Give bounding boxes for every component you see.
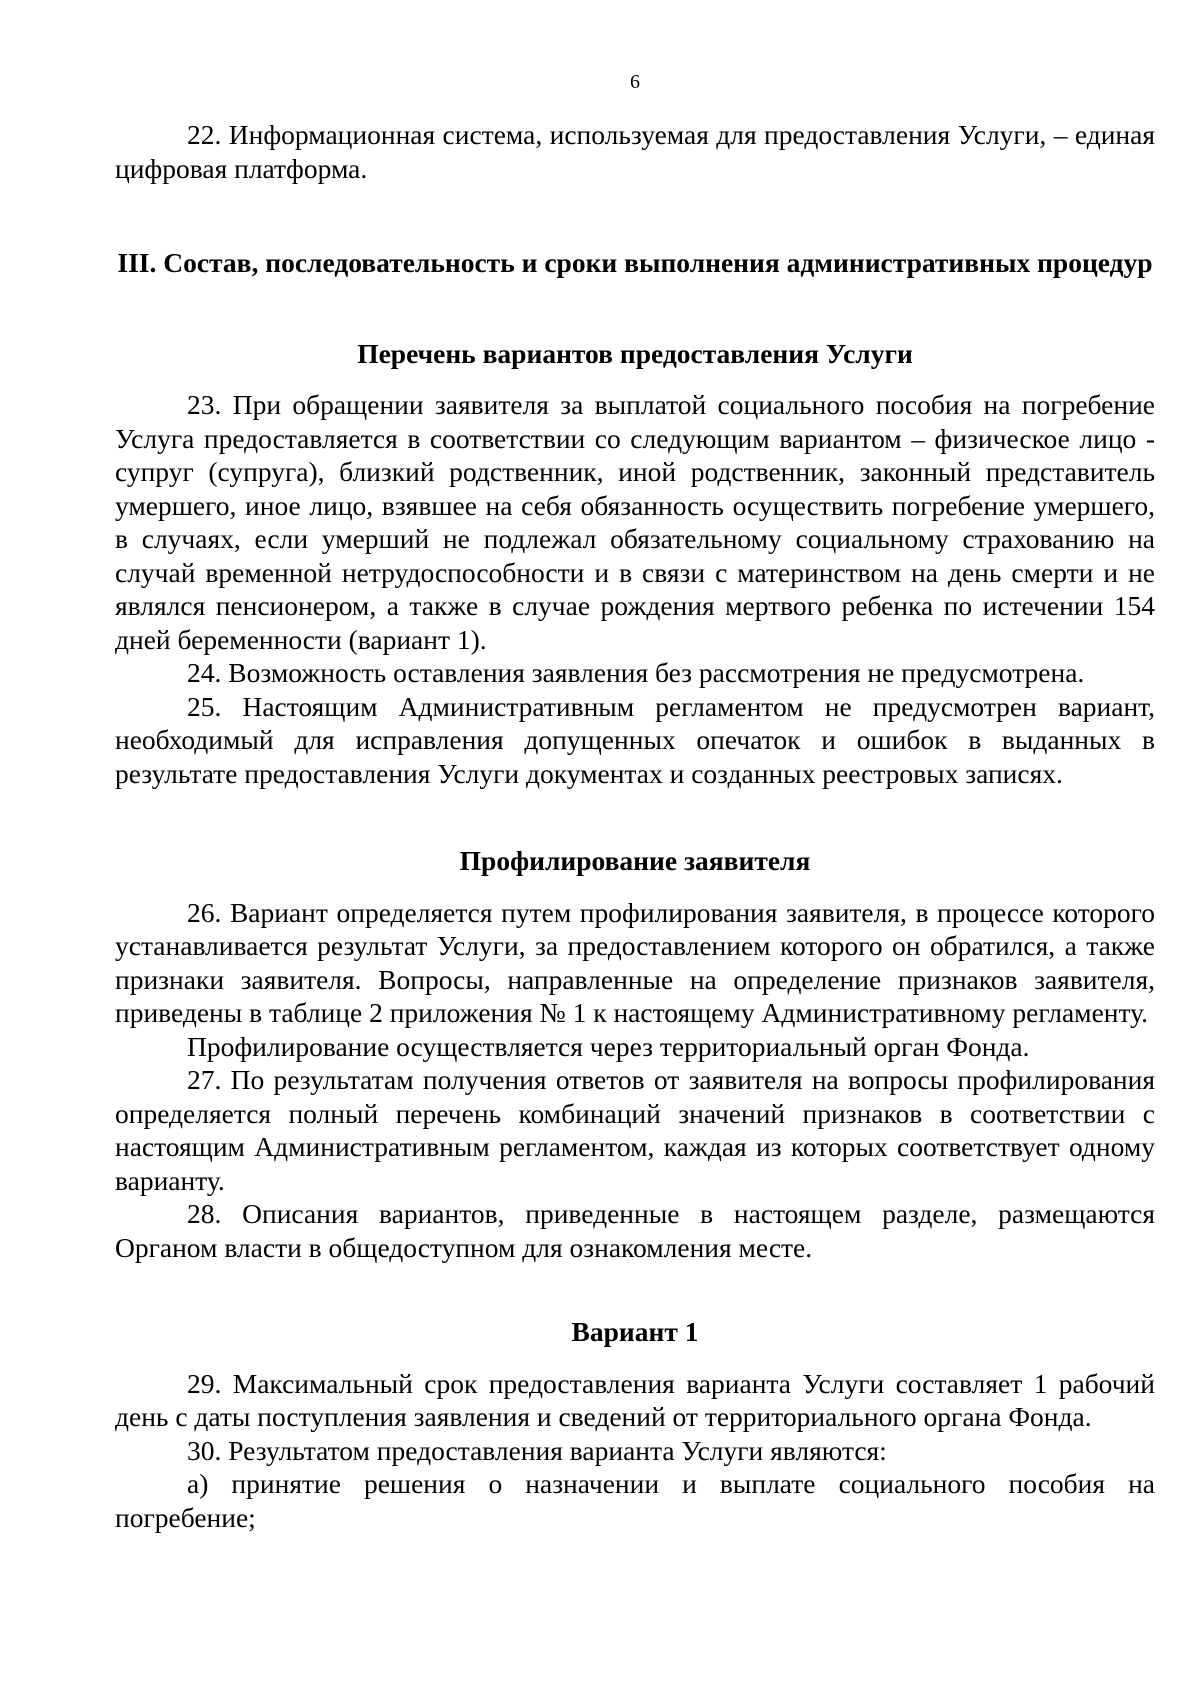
paragraph-25: 25. Настоящим Административным регламентом не предусмотрен вариант, необходимый для исправления допущенных опечаток и ошибок в выданных в результате предоставления Услуги документах и созданных реестровых записях. <box>115 690 1155 789</box>
paragraph-29: 29. Максимальный срок предоставления варианта Услуги составляет 1 рабочий день с даты поступления заявления и сведений от территориального органа Фонда. <box>115 1367 1155 1432</box>
paragraph-27: 27. По результатам получения ответов от заявителя на вопросы профилирования определяется полный перечень комбинаций значений признаков в соответствии с настоящим Административным регламентом, каждая из которых соответствует одному варианту. <box>115 1064 1155 1196</box>
heading-variants-list: Перечень вариантов предоставления Услуги <box>357 337 913 369</box>
section-title: III. Состав, последовательность и сроки выполнения административных процедур <box>117 247 1153 278</box>
paragraph-30-a: а) принятие решения о назначении и выплате социального пособия на погребение; <box>115 1468 1155 1533</box>
paragraph-23: 23. При обращении заявителя за выплатой социального пособия на погребение Услуга предоставляется в соответствии со следующим вариантом – физическое лицо - супруг (супруга), близкий родственник, иной родственник, законный представитель умершего, иное лицо, взявшее на себя обязанность осуществить погребение умершего, в случаях, если умерший не подлежал обязательному социальному страхованию на случай временной нетрудоспособности и в связи с материнством на день смерти и не являлся пенсионером, а также в случае рождения мертвого ребенка по истечении 154 дней беременности (вариант 1). <box>115 389 1155 655</box>
paragraph-24: 24. Возможность оставления заявления без рассмотрения не предусмотрена. <box>187 657 1085 688</box>
paragraph-26: 26. Вариант определяется путем профилирования заявителя, в процессе которого устанавливается результат Услуги, за предоставлением которого он обратился, а также признаки заявителя. Вопросы, направленные на определение признаков заявителя, приведены в таблице 2 приложения № 1 к настоящему Административному регламенту. <box>115 896 1155 1028</box>
heading-profiling: Профилирование заявителя <box>459 845 811 876</box>
document-body <box>115 118 1155 1534</box>
paragraph-26-continued: Профилирование осуществляется через территориальный орган Фонда. <box>187 1030 1030 1062</box>
paragraph-22: 22. Информационная система, используемая для предоставления Услуги, – единая цифровая платформа. <box>115 119 1155 184</box>
page-number: 6 <box>630 71 640 93</box>
paragraph-28: 28. Описания вариантов, приведенные в настоящем разделе, размещаются Органом власти в общедоступном для ознакомления месте. <box>115 1198 1155 1263</box>
paragraph-30: 30. Результатом предоставления варианта Услуги являются: <box>187 1434 887 1466</box>
heading-variant-1: Вариант 1 <box>571 1316 699 1347</box>
